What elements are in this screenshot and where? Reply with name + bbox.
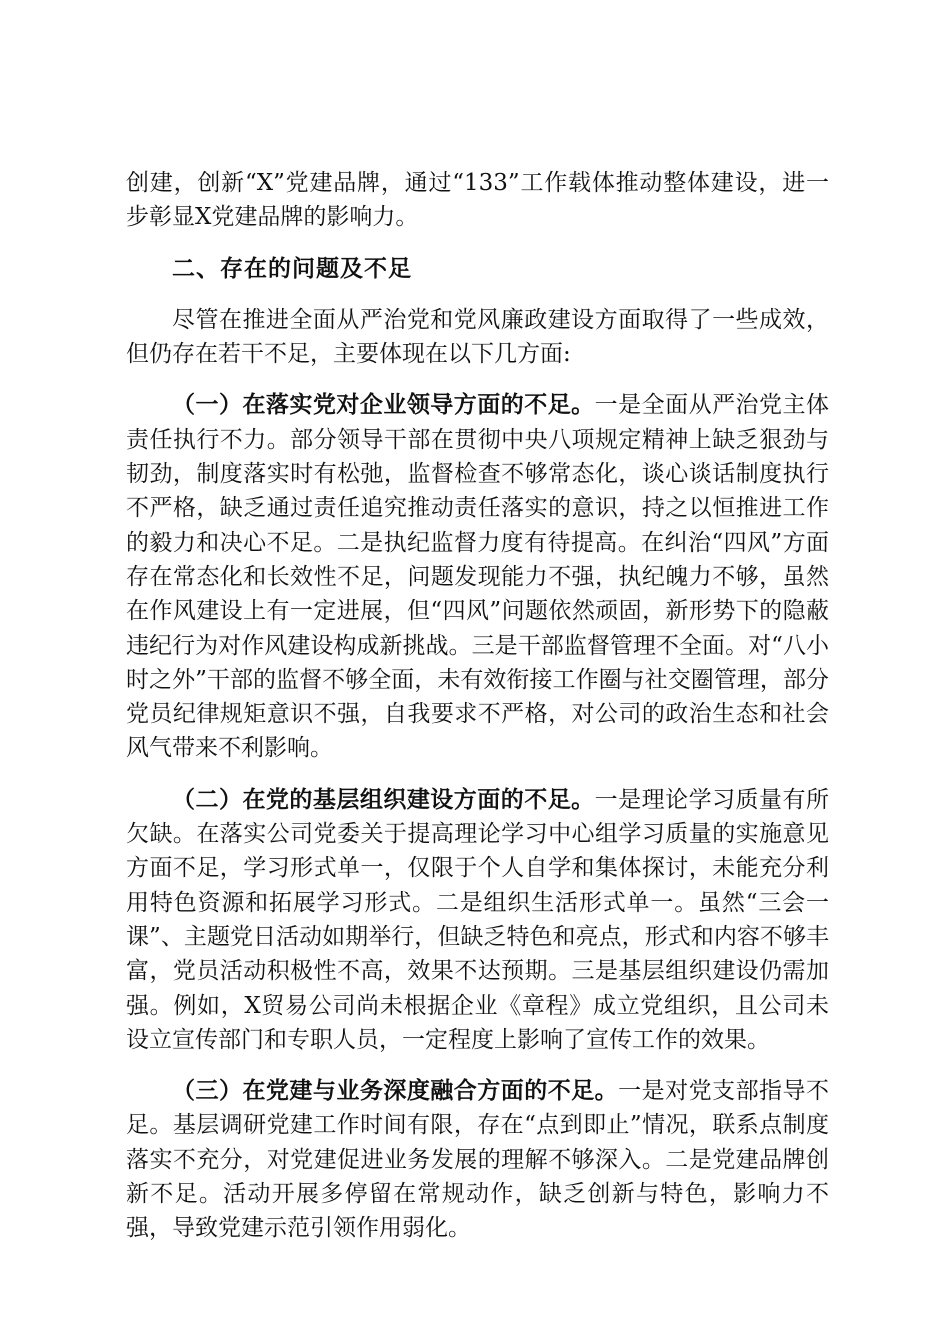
item-body-2: 一是理论学习质量有所欠缺。在落实公司党委关于提高理论学习中心组学习质量的实施意见方面不足，学习形式单一，仅限于个人自学和集体探讨，未能充分利用特色资源和拓展学习形式。二是组织生活形式单一。虽然“三会一课”、主题党日活动如期举行，但缺乏特色和亮点，形式和内容不够丰富，党员活动积极性不高，效果不达预期。三是基层组织建设仍需加强。例如，X贸易公司尚未根据企业《章程》成立党组织，且公司未设立宣传部门和专职人员，一定程度上影响了宣传工作的效果。 xyxy=(126,786,830,1053)
item-paragraph-1 xyxy=(126,388,829,765)
item-paragraph-2 xyxy=(126,783,829,1057)
item-body-3: 一是对党支部指导不足。基层调研党建工作时间有限，存在“点到即止”情况，联系点制度落实不充分，对党建促进业务发展的理解不够深入。二是党建品牌创新不足。活动开展多停留在常规动作，缺乏创新与特色，影响力不强，导致党建示范引领作用弱化。 xyxy=(126,1078,830,1242)
item-body-1: 一是全面从严治党主体责任执行不力。部分领导干部在贯彻中央八项规定精神上缺乏狠劲与韧劲，制度落实时有松弛，监督检查不够常态化，谈心谈话制度执行不严格，缺乏通过责任追究推动责任落实的意识，持之以恒推进工作的毅力和决心不足。二是执纪监督力度有待提高。在纠治“四风”方面存在常态化和长效性不足，问题发现能力不强，执纪魄力不够，虽然在作风建设上有一定进展，但“四风”问题依然顽固，新形势下的隐蔽违纪行为对作风建设构成新挑战。三是干部监督管理不全面。对“八小时之外”干部的监督不够全面，未有效衔接工作圈与社交圈管理，部分党员纪律规矩意识不强，自我要求不严格，对公司的政治生态和社会风气带来不利影响。 xyxy=(126,392,830,762)
document-body xyxy=(126,166,829,1263)
item-paragraph-3 xyxy=(126,1074,829,1245)
item-lead-1: （一）在落实党对企业领导方面的不足。 xyxy=(172,392,595,419)
item-lead-2: （二）在党的基层组织建设方面的不足。 xyxy=(172,786,595,813)
item-lead-3: （三）在党建与业务深度融合方面的不足。 xyxy=(172,1078,619,1105)
continuation-paragraph: 创建，创新“X”党建品牌，通过“133”工作载体推动整体建设，进一步彰显X党建品牌的影响力。 xyxy=(126,170,829,231)
section-heading: 二、存在的问题及不足 xyxy=(172,255,412,282)
intro-paragraph: 尽管在推进全面从严治党和党风廉政建设方面取得了一些成效，但仍存在若干不足，主要体现在以下几方面: xyxy=(126,306,829,368)
